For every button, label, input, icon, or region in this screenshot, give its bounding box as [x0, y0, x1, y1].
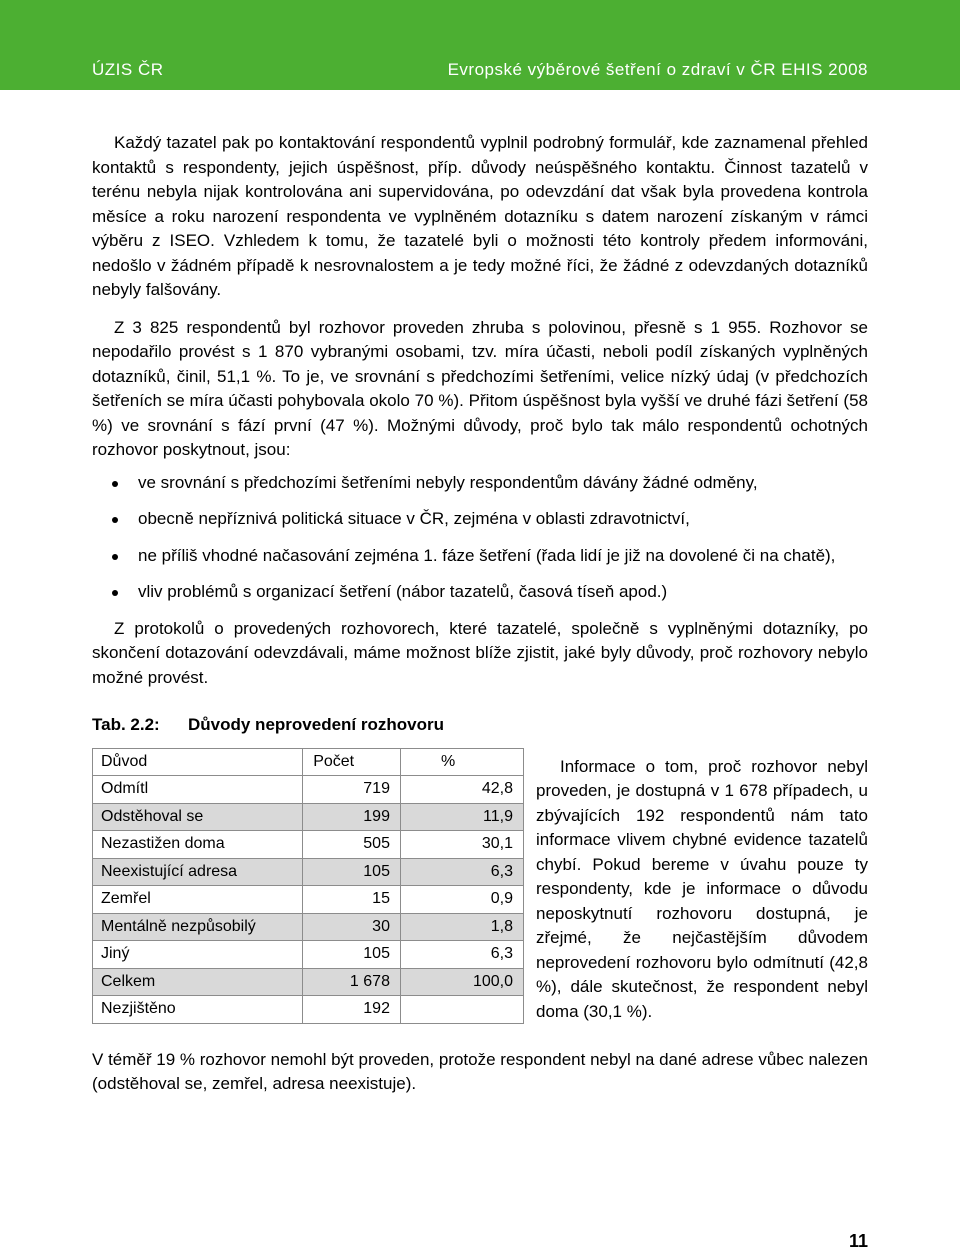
- page-content: [92, 131, 868, 1097]
- list-item: obecně nepříznivá politická situace v ČR, zejména v oblasti zdravotnictví,: [92, 507, 868, 532]
- cell-percent: 1,8: [400, 913, 523, 941]
- table-label: Tab. 2.2:: [92, 715, 160, 734]
- cell-count: 105: [303, 858, 401, 886]
- table-row: [93, 858, 524, 886]
- cell-count: 105: [303, 941, 401, 969]
- cell-count: 15: [303, 886, 401, 914]
- cell-reason: Mentálně nezpůsobilý: [93, 913, 303, 941]
- table-row: [93, 776, 524, 804]
- paragraph-contact-control: Každý tazatel pak po kontaktování respondentů vyplnil podrobný formulář, kde zaznamenal přehled kontaktů s respondenty, jejich úspěšnost, příp. důvody neúspěšného kontaktu. Činnost tazatelů v terénu nebyla nijak kontrolována ani supervidována, po odevzdání dat však byla provedena kontrola měsíce a roku narození respondenta ve vyplněném dotazníku s datem narození získaným v rámci výběru z ISEO. Vzhledem k tomu, že tazatelé byli o možnosti této kontroly předem informováni, nedošlo v žádném případě k nesrovnalostem a je tedy možné říci, že žádné z odevzdaných dotazníků nebyly falšovány.: [92, 133, 868, 299]
- table-header-row: [93, 748, 524, 776]
- cell-percent: [400, 996, 523, 1024]
- cell-percent: 100,0: [400, 968, 523, 996]
- table-row: [93, 831, 524, 859]
- cell-count: 199: [303, 803, 401, 831]
- header-reason: Důvod: [93, 748, 303, 776]
- cell-count: 719: [303, 776, 401, 804]
- list-item: ne příliš vhodné načasování zejména 1. fáze šetření (řada lidí je již na dovolené či na chatě),: [92, 544, 868, 569]
- cell-percent: 0,9: [400, 886, 523, 914]
- cell-percent: 42,8: [400, 776, 523, 804]
- header-organization: ÚZIS ČR: [92, 60, 164, 79]
- table-row: [93, 803, 524, 831]
- page-number: 11: [848, 1231, 868, 1251]
- cell-count: 192: [303, 996, 401, 1024]
- cell-reason: Nezastižen doma: [93, 831, 303, 859]
- cell-reason: Odstěhoval se: [93, 803, 303, 831]
- table-section: [92, 748, 868, 1048]
- cell-reason: Neexistující adresa: [93, 858, 303, 886]
- reasons-list: [92, 471, 868, 605]
- cell-count: 30: [303, 913, 401, 941]
- paragraph-protocols: Z protokolů o provedených rozhovorech, které tazatelé, společně s vyplněnými dotazníky, po skončení dotazování odevzdávali, máme možnost blíže zjistit, jaké byly důvody, proč rozhovory nebylo možné provést.: [92, 618, 868, 687]
- paragraph-response-rate: Z 3 825 respondentů byl rozhovor proveden zhruba s polovinou, přesně s 1 955. Rozhovor se nepodařilo provést s 1 870 vybranými osobami, tzv. míra účasti, neboli podíl získaných vyplněných dotazníků, činil, 51,1 %. To je, ve srovnání s předchozími šetřeními, velice nízký údaj (v předchozích šetřeních se míra účasti pohybovala okolo 70 %). Přitom úspěšnost byla vyšší ve druhé fázi šetření (58 %) ve srovnání s fází první (47 %). Možnými důvody, proč bylo tak málo respondentů ochotných rozhovor poskytnout, jsou:: [92, 317, 868, 459]
- table-row: [93, 968, 524, 996]
- cell-reason: Celkem: [93, 968, 303, 996]
- header-survey-title: Evropské výběrové šetření o zdraví v ČR EHIS 2008: [447, 60, 868, 79]
- table-title: Důvody neprovedení rozhovoru: [188, 715, 444, 734]
- reasons-table: [92, 748, 524, 1024]
- list-item: vliv problémů s organizací šetření (nábor tazatelů, časová tíseň apod.): [92, 580, 868, 605]
- cell-percent: 6,3: [400, 858, 523, 886]
- table-row: [93, 941, 524, 969]
- side-paragraph: Informace o tom, proč rozhovor nebyl proveden, je dostupná v 1 678 případech, u zbývajících 192 respondentů nám tato informace vlivem chybné evidence tazatelů chybí. Pokud bereme v úvahu pouze ty respondenty, kde je informace o důvodu neposkytnutí rozhovoru dostupná, je zřejmé, že nejčastějším důvodem neprovedení rozhovoru bylo odmítnutí (42,8 %), dále skutečnost, že respondent nebyl doma (30,1 %).: [536, 756, 868, 1021]
- table-caption: [92, 713, 868, 738]
- cell-count: 1 678: [303, 968, 401, 996]
- side-commentary: [536, 755, 868, 1025]
- cell-percent: 11,9: [400, 803, 523, 831]
- cell-percent: 6,3: [400, 941, 523, 969]
- header-count: Počet: [303, 748, 401, 776]
- table-row: [93, 996, 524, 1024]
- cell-percent: 30,1: [400, 831, 523, 859]
- cell-reason: Odmítl: [93, 776, 303, 804]
- table-row: [93, 886, 524, 914]
- page-header: [0, 0, 960, 90]
- list-item: ve srovnání s předchozími šetřeními nebyly respondentům dávány žádné odměny,: [92, 471, 868, 496]
- cell-reason: Jiný: [93, 941, 303, 969]
- table-row: [93, 913, 524, 941]
- cell-reason: Zemřel: [93, 886, 303, 914]
- cell-reason: Nezjištěno: [93, 996, 303, 1024]
- header-percent: %: [400, 748, 523, 776]
- paragraph-not-found: V téměř 19 % rozhovor nemohl být proveden, protože respondent nebyl na dané adrese vůbec nalezen (odstěhoval se, zemřel, adresa neexistuje).: [92, 1049, 868, 1093]
- cell-count: 505: [303, 831, 401, 859]
